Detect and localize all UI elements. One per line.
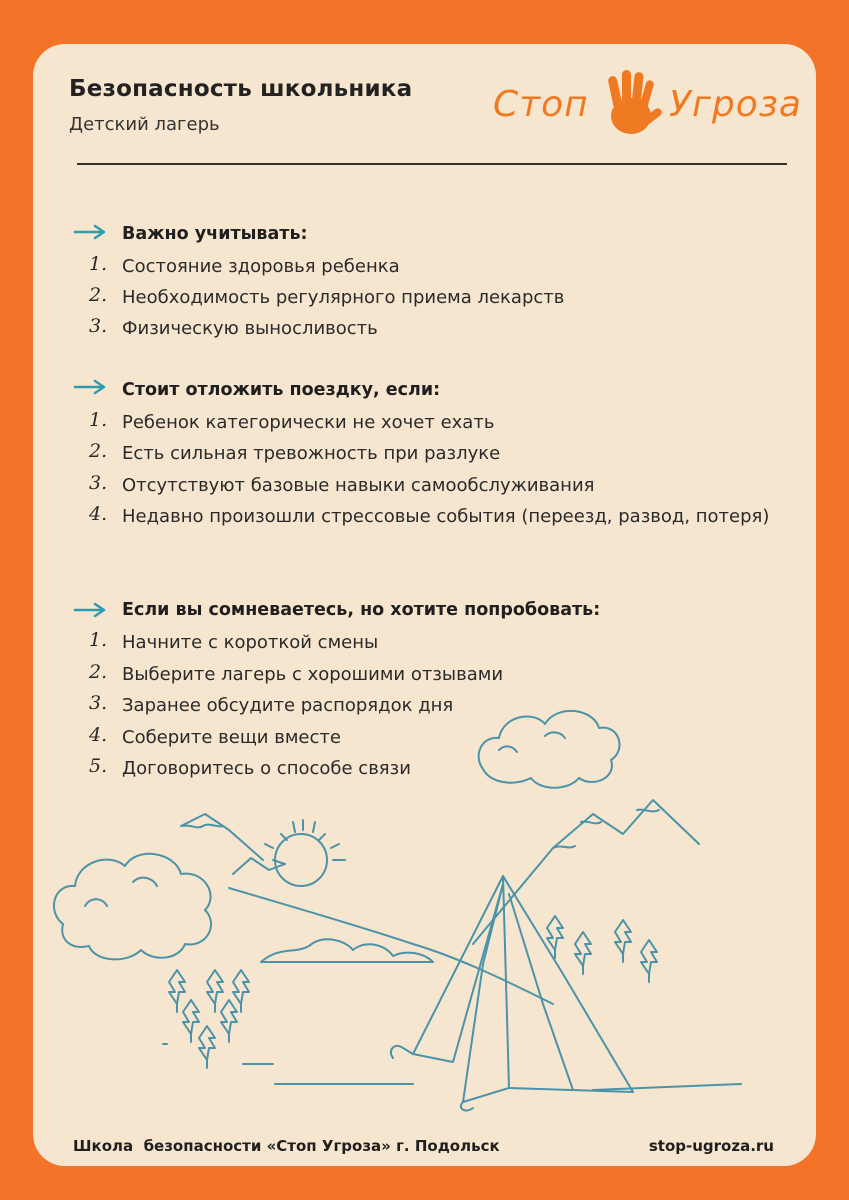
camping-illustration (33, 44, 816, 1166)
list-item: Выберите лагерь с хорошими отзывами (122, 664, 504, 685)
section-heading: Важно учитывать: (122, 224, 308, 244)
item-number: 3. (89, 692, 108, 714)
item-number: 2. (89, 284, 108, 306)
item-number: 1. (89, 253, 108, 275)
item-number: 2. (89, 440, 108, 462)
item-number: 1. (89, 409, 108, 431)
list-item: Необходимость регулярного приема лекарств (122, 287, 565, 308)
footer-school: Школа безопасности «Стоп Угроза» г. Подольск (73, 1137, 500, 1155)
list-item: Соберите вещи вместе (122, 727, 341, 748)
list-item: Начните с короткой смены (122, 632, 379, 653)
list-item: Договоритесь о способе связи (122, 758, 411, 779)
logo-text-left: Стоп (493, 84, 589, 125)
list-item: Есть сильная тревожность при разлуке (122, 443, 501, 464)
item-number: 2. (89, 661, 108, 683)
page-subtitle: Детский лагерь (69, 114, 220, 135)
section-heading: Если вы сомневаетесь, но хотите попробовать: (122, 600, 601, 620)
logo-text-right: Угроза (669, 84, 802, 125)
list-item: Заранее обсудите распорядок дня (122, 695, 454, 716)
section-heading: Стоит отложить поездку, если: (122, 380, 441, 400)
item-number: 1. (89, 629, 108, 651)
info-card (33, 44, 816, 1166)
list-item: Физическую выносливость (122, 318, 378, 339)
list-item: Отсутствуют базовые навыки самообслуживания (122, 475, 595, 496)
item-number: 3. (89, 315, 108, 337)
item-number: 3. (89, 472, 108, 494)
item-number: 4. (89, 503, 108, 525)
list-item: Ребенок категорически не хочет ехать (122, 412, 495, 433)
item-number: 5. (89, 755, 108, 777)
list-item: Состояние здоровья ребенка (122, 256, 400, 277)
page-title: Безопасность школьника (69, 76, 413, 102)
item-number: 4. (89, 724, 108, 746)
list-item: Недавно произошли стрессовые события (переезд, развод, потеря) (122, 506, 770, 527)
footer-website-link[interactable]: stop-ugroza.ru (648, 1137, 774, 1155)
